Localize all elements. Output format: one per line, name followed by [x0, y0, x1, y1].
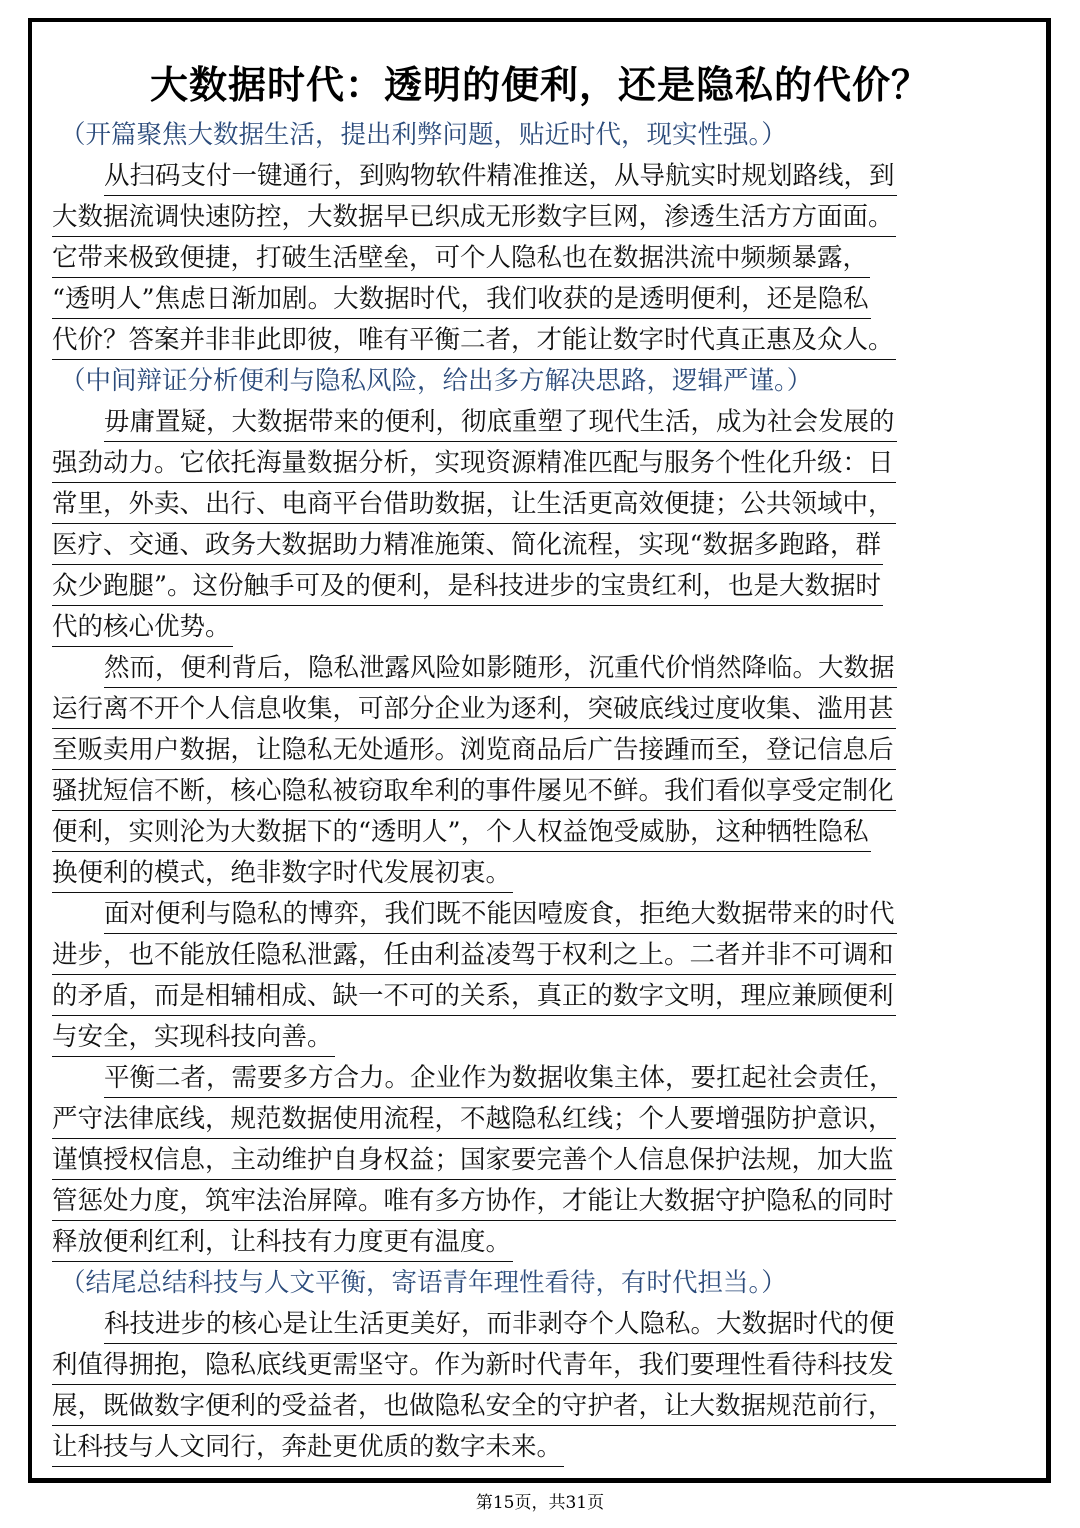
annotation-note: （结尾总结科技与人文平衡，寄语青年理性看待，有时代担当。）: [60, 1268, 787, 1298]
paragraph-line: [52, 1141, 1012, 1182]
text-line: 毋庸置疑，大数据带来的便利，彻底重塑了现代生活，成为社会发展的: [104, 403, 897, 442]
text-line: 谨慎授权信息，主动维护自身权益；国家要完善个人信息保护法规，加大监: [52, 1141, 896, 1180]
text-line: 代的核心优势。: [52, 608, 233, 647]
paragraph-line: [52, 1346, 1012, 1387]
paragraph-line: [52, 1387, 1012, 1428]
annotation-line: [52, 1264, 1012, 1305]
paragraph-line: [52, 690, 1012, 731]
paragraph-line: [52, 1428, 1012, 1469]
text-line: 常里，外卖、出行、电商平台借助数据，让生活更高效便捷；公共领域中，: [52, 485, 896, 524]
text-line: 面对便利与隐私的博弈，我们既不能因噎废食，拒绝大数据带来的时代: [104, 895, 897, 934]
paragraph-line: [52, 1182, 1012, 1223]
paragraph-line: [52, 321, 1012, 362]
paragraph-line: [52, 895, 1012, 936]
page-number: 第15页，共31页: [475, 1493, 605, 1513]
text-line: 进步，也不能放任隐私泄露，任由利益凌驾于权利之上。二者并非不可调和: [52, 936, 896, 975]
annotation-line: [52, 362, 1012, 403]
annotation-line: [52, 116, 1012, 157]
text-line: 科技进步的核心是让生活更美好，而非剥夺个人隐私。大数据时代的便: [104, 1305, 897, 1344]
text-line: 众少跑腿”。这份触手可及的便利，是科技进步的宝贵红利，也是大数据时: [52, 567, 883, 606]
paragraph-line: [52, 526, 1012, 567]
text-line: 利值得拥抱，隐私底线更需坚守。作为新时代青年，我们要理性看待科技发: [52, 1346, 896, 1385]
text-line: 让科技与人文同行，奔赴更优质的数字未来。: [52, 1428, 564, 1467]
text-line: 它带来极致便捷，打破生活壁垒，可个人隐私也在数据洪流中频频暴露，: [52, 239, 870, 278]
paragraph-line: [52, 157, 1012, 198]
text-line: 与安全，实现科技向善。: [52, 1018, 335, 1057]
text-line: 管惩处力度，筑牢法治屏障。唯有多方协作，才能让大数据守护隐私的同时: [52, 1182, 896, 1221]
paragraph-line: [52, 731, 1012, 772]
paragraph-line: [52, 280, 1012, 321]
paragraph-line: [52, 1100, 1012, 1141]
essay-body: [52, 116, 1012, 1469]
text-line: 的矛盾，而是相辅相成、缺一不可的关系，真正的数字文明，理应兼顾便利: [52, 977, 896, 1016]
paragraph-line: [52, 239, 1012, 280]
essay-title: 大数据时代：透明的便利，还是隐私的代价？: [149, 63, 930, 107]
paragraph-line: [52, 936, 1012, 977]
paragraph-line: [52, 813, 1012, 854]
text-line: 然而，便利背后，隐私泄露风险如影随形，沉重代价悄然降临。大数据: [104, 649, 897, 688]
paragraph-line: [52, 854, 1012, 895]
text-line: 便利，实则沦为大数据下的“透明人”，个人权益饱受威胁，这种牺牲隐私: [52, 813, 871, 852]
paragraph-line: [52, 198, 1012, 239]
text-line: 大数据流调快速防控，大数据早已织成无形数字巨网，渗透生活方方面面。: [52, 198, 896, 237]
annotation-note: （中间辩证分析便利与隐私风险，给出多方解决思路，逻辑严谨。）: [60, 366, 813, 396]
text-line: 释放便利红利，让科技有力度更有温度。: [52, 1223, 513, 1262]
paragraph-line: [52, 1018, 1012, 1059]
text-line: 严守法律底线，规范数据使用流程，不越隐私红线；个人要增强防护意识，: [52, 1100, 896, 1139]
paragraph-line: [52, 444, 1012, 485]
text-line: “透明人”焦虑日渐加剧。大数据时代，我们收获的是透明便利，还是隐私: [52, 280, 871, 319]
paragraph-line: [52, 403, 1012, 444]
paragraph-line: [52, 608, 1012, 649]
text-line: 运行离不开个人信息收集，可部分企业为逐利，突破底线过度收集、滥用甚: [52, 690, 896, 729]
text-line: 医疗、交通、政务大数据助力精准施策、简化流程，实现“数据多跑路，群: [52, 526, 883, 565]
paragraph-line: [52, 485, 1012, 526]
text-line: 强劲动力。它依托海量数据分析，实现资源精准匹配与服务个性化升级：日: [52, 444, 896, 483]
text-line: 至贩卖用户数据，让隐私无处遁形。浏览商品后广告接踵而至，登记信息后: [52, 731, 896, 770]
text-line: 平衡二者，需要多方合力。企业作为数据收集主体，要扛起社会责任，: [104, 1059, 897, 1098]
paragraph-line: [52, 772, 1012, 813]
text-line: 换便利的模式，绝非数字时代发展初衷。: [52, 854, 513, 893]
paragraph-line: [52, 649, 1012, 690]
paragraph-line: [52, 1059, 1012, 1100]
paragraph-line: [52, 1223, 1012, 1264]
text-line: 展，既做数字便利的受益者，也做隐私安全的守护者，让大数据规范前行，: [52, 1387, 896, 1426]
paragraph-line: [52, 1305, 1012, 1346]
paragraph-line: [52, 567, 1012, 608]
text-line: 代价？答案并非非此即彼，唯有平衡二者，才能让数字时代真正惠及众人。: [52, 321, 896, 360]
paragraph-line: [52, 977, 1012, 1018]
text-line: 从扫码支付一键通行，到购物软件精准推送，从导航实时规划路线，到: [104, 157, 897, 196]
annotation-note: （开篇聚焦大数据生活，提出利弊问题，贴近时代，现实性强。）: [60, 120, 787, 150]
text-line: 骚扰短信不断，核心隐私被窃取牟利的事件屡见不鲜。我们看似享受定制化: [52, 772, 896, 811]
